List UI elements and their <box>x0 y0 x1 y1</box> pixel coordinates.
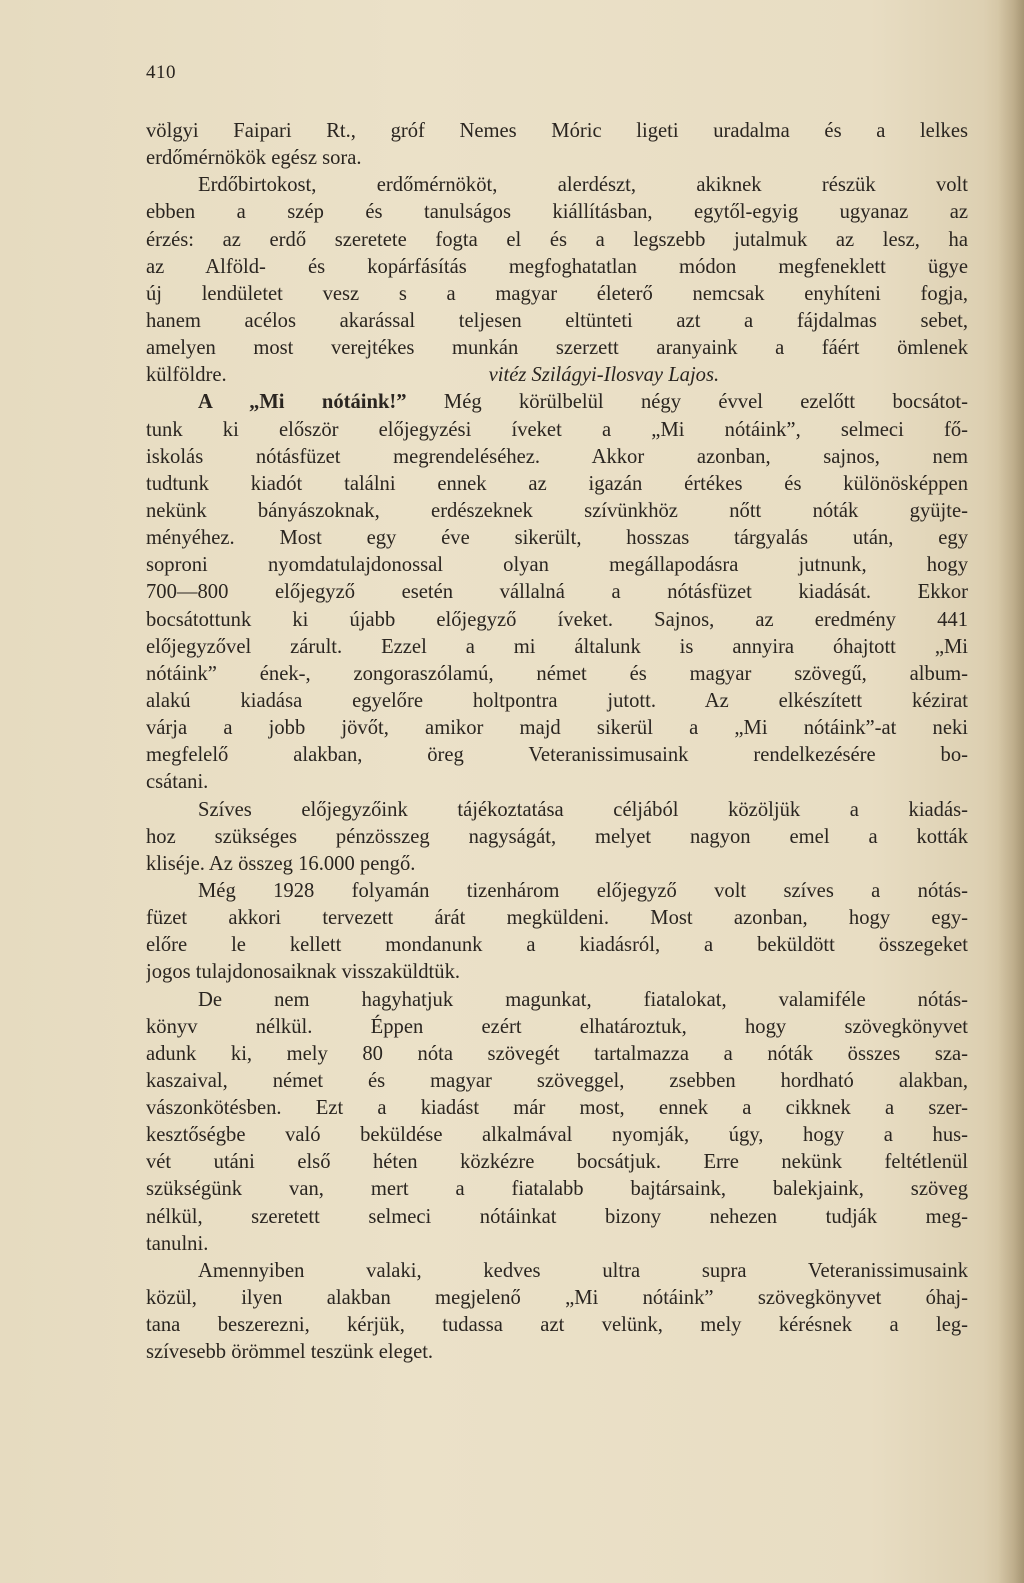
text-line: új lendületet vesz s a magyar életerő nemcsak enyhíteni fogja, <box>146 282 968 305</box>
page-edge-shadow <box>998 0 1024 1583</box>
text-line: hanem acélos akarással teljesen eltünteti azt a fájdalmas sebet, <box>146 309 968 332</box>
author-signature: vitéz Szilágyi-Ilosvay Lajos. <box>488 364 720 387</box>
article-body <box>146 118 968 1366</box>
text-line-rest: Még körülbelül négy évvel ezelőtt bocsátot- <box>406 391 968 414</box>
text-line: bocsátottunk ki újabb előjegyző íveket. Sajnos, az eredmény 441 <box>146 608 968 631</box>
text-line: érzés: az erdő szeretete fogta el és a legszebb jutalmuk az lesz, ha <box>146 228 968 251</box>
signature-line <box>146 362 968 389</box>
text-line: megfelelő alakban, öreg Veteranissimusaink rendelkezésére bo- <box>146 744 968 767</box>
text-line: kliséje. Az összeg 16.000 pengő. <box>146 852 416 875</box>
text-line: nótáink” ének-, zongoraszólamú, német és magyar szövegű, album- <box>146 662 968 685</box>
text-line: tudtunk kiadót találni ennek az igazán értékes és különösképpen <box>146 472 968 495</box>
text-line: amelyen most verejtékes munkán szerzett aranyaink a fáért ömlenek <box>146 337 968 360</box>
text-line: nélkül, szeretett selmeci nótáinkat bizony nehezen tudják meg- <box>146 1205 968 1228</box>
text-line: hoz szükséges pénzösszeg nagyságát, melyet nagyon emel a kották <box>146 825 968 848</box>
text-line: előre le kellett mondanunk a kiadásról, a beküldött összegeket <box>146 934 968 957</box>
text-line: füzet akkori tervezett árát megküldeni. Most azonban, hogy egy- <box>146 907 968 930</box>
text-line: vászonkötésben. Ezt a kiadást már most, ennek a cikknek a szer- <box>146 1097 968 1120</box>
text-line: szívesebb örömmel teszünk eleget. <box>146 1341 434 1364</box>
text-line: Még 1928 folyamán tizenhárom előjegyző volt szíves a nótás- <box>198 879 968 902</box>
text-line: vét utáni első héten közkézre bocsátjuk. Erre nekünk feltétlenül <box>146 1151 968 1174</box>
text-line: soproni nyomdatulajdonossal olyan megállapodásra jutnunk, hogy <box>146 554 968 577</box>
text-line: tunk ki először előjegyzési íveket a „Mi nótáink”, selmeci fő- <box>146 418 968 441</box>
text-line: könyv nélkül. Éppen ezért elhatároztuk, hogy szövegkönyvet <box>146 1015 968 1038</box>
text-line: tana beszerezni, kérjük, tudassa azt velünk, mely kérésnek a leg- <box>146 1314 968 1337</box>
section-heading: A „Mi nótáink!” <box>198 391 407 414</box>
text-line: 700—800 előjegyző esetén vállalná a nótásfüzet kiadását. Ekkor <box>146 581 968 604</box>
text-line: jogos tulajdonosaiknak visszaküldtük. <box>146 961 461 984</box>
text-line: csátani. <box>146 771 209 794</box>
text-line: Szíves előjegyzőink tájékoztatása céljából közöljük a kiadás- <box>198 798 968 821</box>
text-line: előjegyzővel zárult. Ezzel a mi általunk is annyira óhajtott „Mi <box>146 635 968 658</box>
text-line: várja a jobb jövőt, amikor majd sikerül a „Mi nótáink”-at neki <box>146 717 968 740</box>
text-line: tanulni. <box>146 1232 209 1255</box>
text-line: kesztőségbe való beküldése alkalmával nyomják, úgy, hogy a hus- <box>146 1124 968 1147</box>
section-first-line <box>146 389 968 416</box>
text-line: De nem hagyhatjuk magunkat, fiatalokat, valamiféle nótás- <box>198 988 968 1011</box>
text-line: külföldre. <box>146 364 227 387</box>
text-line: kaszaival, német és magyar szöveggel, zsebben hordható alakban, <box>146 1069 968 1092</box>
text-line: völgyi Faipari Rt., gróf Nemes Móric ligeti uradalma és a lelkes <box>146 120 968 142</box>
text-line: Erdőbirtokost, erdőmérnököt, alerdészt, akiknek részük volt <box>198 174 968 197</box>
text-line: iskolás nótásfüzet megrendeléséhez. Akkor azonban, sajnos, nem <box>146 445 968 468</box>
text-line: Amennyiben valaki, kedves ultra supra Veteranissimusaink <box>198 1259 968 1282</box>
text-line: erdőmérnökök egész sora. <box>146 147 362 170</box>
text-line: ebben a szép és tanulságos kiállításban, egytől-egyig ugyanaz az <box>146 201 968 224</box>
page-number: 410 <box>146 62 176 83</box>
text-line: alakú kiadása egyelőre holtpontra jutott. Az elkészített kézirat <box>146 689 968 712</box>
text-line: szükségünk van, mert a fiatalabb bajtársaink, balekjaink, szöveg <box>146 1178 968 1201</box>
text-line: az Alföld- és kopárfásítás megfoghatatlan módon megfeneklett ügye <box>146 255 968 278</box>
text-line: ményéhez. Most egy éve sikerült, hosszas tárgyalás után, egy <box>146 527 968 550</box>
text-line: nekünk bányászoknak, erdészeknek szívünkhöz nőtt nóták gyüjte- <box>146 499 968 522</box>
text-line: adunk ki, mely 80 nóta szövegét tartalmazza a nóták összes sza- <box>146 1042 968 1065</box>
text-line: közül, ilyen alakban megjelenő „Mi nótáink” szövegkönyvet óhaj- <box>146 1287 968 1310</box>
